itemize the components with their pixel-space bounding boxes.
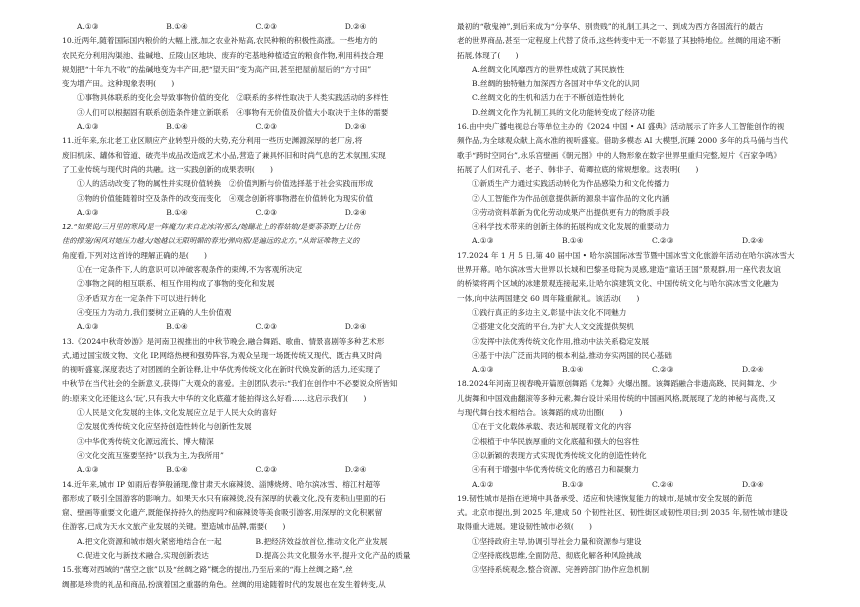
answer-option: A.①③	[472, 236, 494, 246]
statement-item: ①新质生产力通过实践活动转化为作品感染力和文化传播力	[472, 179, 670, 189]
question-text: 18.2024年河南卫视春晚开篇原创舞蹈《龙舞》火爆出圈。该舞蹈融合非遗高跷、民间舞龙、少	[457, 379, 777, 389]
question-text: 世界开幕。哈尔滨冰雪大世界以长城和巴黎圣母院为灵感,建造“童话王国”景观群,用一座代表友谊	[457, 265, 781, 275]
question-text: 13.《2024中秋奇妙游》是河南卫视推出的中秋节晚会,融合舞蹈、歌曲、情景喜剧等多种艺术形	[62, 336, 385, 346]
question-text: 农民充分利用沟渠池、盐碱地、丘陵山区地块、废弃的宅基地种植适宜的粮食作物,利用科技合理	[62, 50, 384, 60]
answer-option: B.①④	[166, 322, 188, 332]
question-text: 频作品,为全球观众献上高水准的视听盛宴。借助多模态 AI 大模型,沉睡 2000 多年的兵马俑与当代	[457, 136, 788, 146]
answer-option: A.①②	[472, 479, 494, 489]
question-text: 的视听盛宴,深度表达了对团圆的全新诠释,让中华优秀传统文化在新时代焕发新的活力,还实现了	[62, 365, 381, 375]
answer-option: B.①④	[166, 207, 188, 217]
question-text: 10.近两年,随着国际国内粮价的大幅上涨,加之农业补贴高,农民种粮的积极性高涨。一些地方的	[62, 36, 378, 46]
answer-option: B.①④	[562, 365, 584, 375]
answer-option: A.①③	[77, 207, 99, 217]
answer-option: D.丝绸文化作为礼制工具的文化功能转变成了经济功能	[472, 107, 655, 117]
answer-option: C.②③	[255, 207, 278, 217]
question-text: 11.近年来,东北老工业区顺应产业转型升级的大势,充分利用一些历史渊源深厚的老厂房,将	[62, 136, 363, 146]
answer-option: A.丝绸文化风靡西方的世界性成就了其民族性	[472, 64, 625, 74]
statement-item: ③人们可以根据固有联系创造条件建立新联系 ④事物有无价值及价值大小取决于主体的需要	[77, 107, 389, 117]
statement-item: ②根植于中华民族厚重的文化底蕴和强大的包容性	[472, 436, 640, 446]
question-text: 式,通过国宝级文物、文化 IP,网络热梗和强势阵容,为观众呈现一场既传统又现代、既古典又时尚	[62, 350, 382, 360]
statement-item: ③以新颖的表现方式实现优秀传统文化的创造性转化	[472, 450, 647, 460]
right-column	[457, 20, 832, 578]
answer-option: D.②④	[344, 122, 367, 132]
answer-option: B.①④	[166, 22, 188, 31]
options-row	[62, 320, 434, 334]
answer-option: A.①③	[77, 122, 99, 132]
question-text: 都形成了吸引全国游客的影响力。如果天水只有麻辣烫,没有深厚的伏羲文化,没有麦积山里面的石	[62, 493, 386, 503]
question-text: 最初的“敬鬼神”,到后来成为“分享华、别贵贱”的礼制工具之一、到成为西方各国流行的最古	[457, 22, 764, 31]
answer-option: A.①③	[472, 365, 494, 375]
answer-option: D.②④	[344, 322, 367, 332]
question-text: 一体,向中法两国建交 60 周年隆重献礼。该活动( )	[457, 293, 640, 303]
statement-item: ①坚持政府主导,协调引导社会力量和资源参与建设	[472, 536, 642, 546]
answer-option: C.②③	[255, 322, 278, 332]
options-row	[62, 549, 434, 563]
statement-item: ③物的价值能随着时空及条件的改变而变化 ④观念创新将事物潜在价值转化为现实价值	[77, 193, 374, 203]
options-row	[62, 120, 434, 134]
statement-item: ④有利于增强中华优秀传统文化的感召力和凝聚力	[472, 465, 640, 475]
statement-item: ④基于中法广泛而共同的根本利益,推动夯实两国的民心基础	[472, 350, 672, 360]
question-text: 式。北京市提出,到 2025 年,建成 50 个韧性社区、韧性街区或韧性项目;到 2035 年,韧性城市建设	[457, 508, 788, 518]
statement-item: ④文化交流互鉴要坚持“以我为主,为我所用”	[77, 450, 224, 460]
answer-option: B.把经济效益放首位,推动文化产业发展	[255, 536, 388, 546]
statement-item: ③坚持系统观念,整合资源、完善跨部门协作应急机制	[472, 565, 650, 575]
question-text: 取得重大进展。建设韧性城市必须( )	[457, 522, 593, 532]
answer-option: C.促进文化与新技术融合,实现创新表达	[77, 550, 209, 560]
answer-option: D.②④	[742, 365, 764, 375]
answer-option: C.②③	[652, 236, 674, 246]
statement-item: ③中华优秀传统文化源远流长、博大精深	[77, 436, 214, 446]
options-row	[457, 234, 832, 248]
answer-option: B.①④	[562, 236, 584, 246]
question-text: 绸都是珍贵的礼品和商品,扮演着国之重器的角色。丝绸的用途随着时代的发展也在发生着转变,从	[62, 579, 386, 589]
answer-option: C.丝绸文化的生机和活力在于不断创造性转化	[472, 93, 625, 103]
options-row	[457, 363, 832, 377]
statement-item: ①事物具体联系的变化会导致事物价值的变化 ②联系的多样性取决于人类实践活动的多样性	[77, 93, 389, 103]
statement-item: ②事物之间的相互联系、相互作用构成了事物的变化和发展	[77, 279, 275, 289]
question-text: 窟、壁画等重要文化遗产,既能保持持久的热度吗?和麻辣烫等美食吸引游客,用深厚的文化积累留	[62, 508, 383, 518]
options-row	[62, 20, 434, 34]
answer-option: D.③④	[742, 479, 764, 489]
answer-option: D.提高公共文化服务水平,提升文化产品的质量	[255, 550, 411, 560]
question-text: 住游客,已成为天水文旅产业发展的关键。塑造城市品牌,需要( )	[62, 522, 286, 532]
answer-option: B.①④	[166, 122, 188, 132]
statement-item: ②人工智能作为作品创意提供新的源泉丰富作品的文化内涵	[472, 193, 670, 203]
question-text: 变为增产田。这种现象表明( )	[62, 79, 175, 89]
question-text: 角度看,下列对这首诗的理解正确的是( )	[62, 250, 208, 260]
answer-option: A.①③	[77, 465, 99, 475]
question-text: 15.张骞对西域的“凿空之旅”以及“丝绸之路”概念的提出,乃至后来的“海上丝绸之路”,丝	[62, 565, 353, 575]
question-text: 的:原来文化还能这么‘玩’,只有我大中华的文化底蕴才能拍得这么好看……这启示我们( )	[62, 393, 367, 403]
question-text: 拓展,体现了( )	[457, 50, 519, 60]
answer-option: A.①③	[77, 322, 99, 332]
answer-option: D.②④	[742, 236, 764, 246]
question-text: 14.近年来,城市 IP 如雨后春笋般涌现,像甘肃天水麻辣烫、淄博烧烤、哈尔滨冰雪、榕江村超等	[62, 479, 381, 489]
question-text: 与现代舞台技术相结合。该舞蹈的成功出圈( )	[457, 408, 623, 418]
answer-option: B.丝绸的独特魅力加深西方各国对中华文化的认同	[472, 79, 640, 89]
question-text: 17.2024 年 1 月 5 日,第 40 届中国 • 哈尔滨国际冰雪节暨中国冰雪文化旅游年活动在哈尔滨冰雪大	[457, 250, 795, 260]
answer-option: A.①③	[77, 22, 99, 31]
statement-item: ③矛盾双方在一定条件下可以进行转化	[77, 293, 207, 303]
question-text: 了工业传统与现代时尚的共融。这一实践创新的成果表明( )	[62, 164, 273, 174]
question-text: 中秋节在当代社会的全新意义,获得广大观众的喜爱。主创团队表示:“我们在创作中不必要说众所皆知	[62, 379, 398, 389]
answer-option: C.②③	[255, 22, 278, 31]
answer-option: C.②④	[652, 479, 674, 489]
poem-text: 12.“如果说/三月里的寒风/是一阵魔力/来自北冰洋/那么/她蹦北上的春姑娘/是要荼荼野上/让伤	[62, 222, 361, 232]
question-text: 16.由中央广播电视总台等单位主办的《2024 中国 • AI 盛典》活动展示了许多人工智能创作的视	[457, 122, 785, 132]
answer-option: D.②④	[344, 22, 367, 31]
question-text: 的桥梁将两个区域的冰建景观连接起来,让哈尔滨建筑文化、中国传统文化与哈尔滨冰雪文化融为	[457, 279, 779, 289]
statement-item: ①在于文化载体承载、表达和展现着文化的内容	[472, 422, 632, 432]
statement-item: ③发挥中法优秀传统文化作用,推动中法关系稳定发展	[472, 336, 650, 346]
statement-item: ④科学技术带来的创新主体的拓展构成文化发展的重要动力	[472, 222, 670, 232]
answer-option: D.②④	[344, 465, 367, 475]
answer-option: C.②③	[652, 365, 674, 375]
answer-option: B.①④	[166, 465, 188, 475]
options-row	[62, 206, 434, 220]
question-text: 规划把“十年九不收”的盐碱地变为丰产田,把“望天田”变为高产田,甚至把屋前屋后的“方寸田”	[62, 64, 372, 74]
poem-text: 佳的撑笼/闲风对她压力越大/她越以无限明媚的春光/弹向那/是遍远的北方。”从辩证唯物主义的	[62, 236, 360, 246]
answer-option: C.②③	[255, 465, 278, 475]
statement-item: ②发展优秀传统文化应坚持创造性转化与创新性发展	[77, 422, 252, 432]
question-text: 废旧机床、罐体和管道、破壳半成品改造成艺术小品,营造了兼具怀旧和时尚气息的艺术氛围,实现	[62, 150, 386, 160]
answer-option: C.②③	[255, 122, 278, 132]
answer-option: A.把文化资源和城市烟火紧密地结合在一起	[77, 536, 222, 546]
statement-item: ③劳动资料革新为优化劳动成果产出提供更有力的物质手段	[472, 207, 670, 217]
left-column	[62, 20, 434, 592]
statement-item: ②坚持底线思维,全面防范、彻底化解各种风险挑战	[472, 550, 642, 560]
options-row	[62, 463, 434, 477]
answer-option: D.②④	[344, 207, 367, 217]
statement-item: ①人的活动改变了物的属性并实现价值转换 ②价值判断与价值选择基于社会实践而形成	[77, 179, 374, 189]
question-text: 儿街舞和中国戏曲翻滚等多种元素,舞台设计采用传统的中国画风格,既展现了龙的神秘与高贵,又	[457, 393, 776, 403]
question-text: 歌手“跨时空同台”,永乐宫壁画《朝元图》中的人物形象在数字世界里重归完整,短片《百家争鸣》	[457, 150, 781, 160]
question-text: 拓展了人们对孔子、老子、韩非子、荀卿拉底的常规想象。这表明( )	[457, 164, 699, 174]
statement-item: ④变压力为动力,我们要树立正确的人生价值观	[77, 307, 232, 317]
answer-option: B.①③	[562, 479, 584, 489]
statement-item: ①在一定条件下,人的意识可以冲破客观条件的束缚,不为客观所决定	[77, 265, 303, 275]
statement-item: ①践行真正的多边主义,彰显中法文化不同魅力	[472, 307, 627, 317]
options-row	[457, 478, 832, 492]
options-row	[62, 535, 434, 549]
statement-item: ②搭建文化交流的平台,为扩大人文交流提供契机	[472, 322, 634, 332]
question-text: 老的世界商品,甚至一定程度上代替了货币,这些转变中无一不彰显了其独特地位。丝绸的用途不断	[457, 36, 781, 46]
question-text: 19.韧性城市是指在逆境中具备承受、适应和快速恢复能力的城市,是城市安全发展的新范	[457, 493, 753, 503]
statement-item: ①人民是文化发展的主体,文化发展应立足于人民大众的喜好	[77, 408, 277, 418]
